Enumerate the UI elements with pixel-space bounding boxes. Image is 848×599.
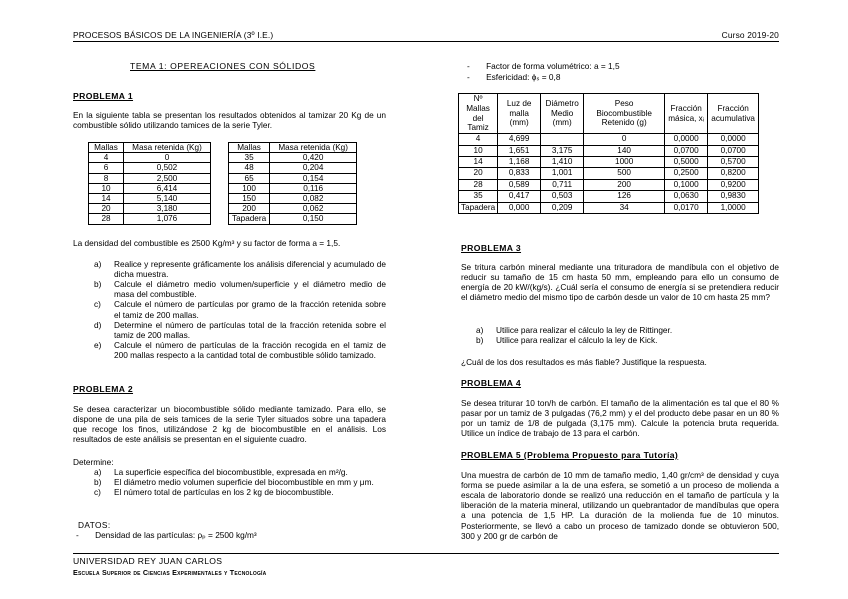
- footer-university: UNIVERSIDAD REY JUAN CARLOS: [73, 556, 223, 566]
- table-cell: 0,0000: [665, 134, 708, 145]
- problem-2-results-table: [458, 93, 759, 214]
- table-header: Nº Mallas del Tamiz: [459, 94, 498, 134]
- table-cell: 0,833: [498, 168, 541, 179]
- problem-2-intro: Se desea caracterizar un biocombustible sólido mediante tamizado. Para ello, se dispone de una pila de seis tamices de la serie Tyler situados sobre una tapadera que recoge los finos, utilizándose 2 kg de biocombustible en el análisis. Los resultados de este análisis se presentan en el siguiente cuadro.: [73, 404, 386, 445]
- mesh-cell: 35: [229, 153, 270, 163]
- table-cell: 34: [584, 202, 665, 213]
- mesh-cell: 8: [89, 173, 124, 183]
- data-bullet: -: [467, 72, 470, 82]
- table-row: [459, 168, 759, 179]
- list-item-text: El diámetro medio volumen superficie del biocombustible en mm y μm.: [114, 477, 374, 488]
- table-cell: 4,699: [498, 134, 541, 145]
- mesh-cell: 200: [229, 204, 270, 214]
- table-cell: 0,9830: [708, 191, 759, 202]
- table-row: [459, 202, 759, 213]
- table-row: [229, 183, 357, 193]
- mesh-cell: 4: [89, 153, 124, 163]
- problem-2-questions: [94, 467, 386, 497]
- retained-mass-cell: 0,204: [270, 163, 357, 173]
- table-cell: 0,0700: [708, 145, 759, 156]
- mesh-cell: 100: [229, 183, 270, 193]
- list-item: [94, 487, 386, 497]
- header-rule: [73, 41, 779, 42]
- list-item-label: d): [94, 319, 102, 330]
- table-cell: 0,1000: [665, 179, 708, 190]
- page-header: [73, 30, 779, 40]
- list-item-label: a): [94, 259, 102, 269]
- problem-3-questions: [476, 325, 779, 345]
- data-text: Densidad de las partículas: ρₚ = 2500 kg/m³: [95, 530, 257, 540]
- table-row: [459, 134, 759, 145]
- table-cell: 1,651: [498, 145, 541, 156]
- problem-2-heading: PROBLEMA 2: [73, 384, 134, 394]
- table-cell: 1,0000: [708, 202, 759, 213]
- list-item: [94, 340, 386, 360]
- table-header: Masa retenida (Kg): [124, 143, 211, 153]
- table-row: [89, 194, 211, 204]
- table-cell: 126: [584, 191, 665, 202]
- problem-3-heading: PROBLEMA 3: [461, 243, 522, 253]
- list-item-label: e): [94, 339, 102, 350]
- list-item-text: La superficie específica del biocombustible, expresada en m²/g.: [114, 467, 348, 477]
- table-cell: 0,9200: [708, 179, 759, 190]
- list-item-text: Realice y represente gráficamente los análisis diferencial y acumulado de dicha muestra.: [114, 259, 386, 280]
- table-cell: 200: [584, 179, 665, 190]
- table-cell: 0,5700: [708, 157, 759, 168]
- list-item-text: Calcule el diámetro medio volumen/superficie y el diámetro medio de masa del combustible.: [114, 279, 386, 300]
- list-item: [94, 299, 386, 319]
- table-header: Fracción acumulativa: [708, 94, 759, 134]
- retained-mass-cell: 0,420: [270, 153, 357, 163]
- retained-mass-cell: 2,500: [124, 173, 211, 183]
- table-cell: [541, 134, 584, 145]
- table-header: Mallas: [89, 143, 124, 153]
- mesh-cell: 6: [89, 163, 124, 173]
- retained-mass-cell: 0,116: [270, 183, 357, 193]
- retained-mass-cell: 0: [124, 153, 211, 163]
- table-cell: 500: [584, 168, 665, 179]
- retained-mass-cell: 5,140: [124, 194, 211, 204]
- list-item-text: Calcule el número de partículas de la fracción recogida en el tamiz de 200 mallas respecto a la cantidad total de combustible sólido tamizado.: [114, 339, 386, 360]
- table-row: [229, 153, 357, 163]
- table-row: [459, 145, 759, 156]
- mesh-cell: 150: [229, 194, 270, 204]
- table-row: [229, 194, 357, 204]
- list-item: [94, 467, 386, 477]
- list-item: [476, 325, 779, 335]
- table-cell: 140: [584, 145, 665, 156]
- table-row: [459, 191, 759, 202]
- table-cell: 0,0700: [665, 145, 708, 156]
- table-row: [229, 173, 357, 183]
- retained-mass-cell: 0,154: [270, 173, 357, 183]
- data-bullet: -: [76, 530, 79, 540]
- list-item-label: c): [94, 487, 101, 498]
- problem-2-data-label: DATOS:: [78, 520, 111, 530]
- table-cell: 0,8200: [708, 168, 759, 179]
- list-item: [94, 279, 386, 299]
- retained-mass-cell: 3,180: [124, 204, 211, 214]
- table-cell: 0,589: [498, 179, 541, 190]
- data-item: [467, 61, 620, 71]
- problem-1-density: La densidad del combustible es 2500 Kg/m³ y su factor de forma a = 1,5.: [73, 238, 341, 248]
- problem-1-intro: En la siguiente tabla se presentan los resultados obtenidos al tamizar 20 Kg de un combustible sólido utilizando tamices de la serie Tyler.: [73, 110, 386, 131]
- table-row: [89, 214, 211, 224]
- problem-1-table-left: [88, 142, 211, 225]
- problem-4-text: Se desea triturar 10 ton/h de carbón. El tamaño de la alimentación es tal que el 80 % pasar por un tamiz de 3 pulgadas (76,2 mm) y el del producto debe pasar en un 80 % por un tamiz de 1/8 de pulgada (3,175 mm). Calcule la potencia bruta requerida. Utilice un índice de trabajo de 13 para el carbón.: [461, 398, 779, 439]
- table-cell: 4: [459, 134, 498, 145]
- table-header: Fracción másica, xᵢ: [665, 94, 708, 134]
- table-header: Luz de malla (mm): [498, 94, 541, 134]
- problem-1-questions: [94, 259, 386, 360]
- table-cell: 1,410: [541, 157, 584, 168]
- problem-5-text: Una muestra de carbón de 10 mm de tamaño medio, 1,40 gr/cm³ de densidad y cuya forma se puede asimilar a la de una esfera, se sometió a un proceso de molienda a escala de laboratorio donde se realizó una reducción en el tamaño de partícula y la liberación de la materia mineral, utilizando un quebrantador de mandíbulas que opera a una potencia de 1,5 HP. La duración de la molienda fue de 10 minutos. Posteriormente, se llevó a cabo un proceso de tamizado donde se obtuvieron 500, 300 y 200 gr de carbón de: [461, 470, 779, 541]
- table-cell: 35: [459, 191, 498, 202]
- table-row: [229, 204, 357, 214]
- table-cell: 0,711: [541, 179, 584, 190]
- footer-rule: [73, 553, 779, 554]
- mesh-cell: Tapadera: [229, 214, 270, 224]
- table-cell: 28: [459, 179, 498, 190]
- data-text: Factor de forma volumétrico: a = 1,5: [486, 61, 620, 71]
- table-cell: 20: [459, 168, 498, 179]
- table-cell: 0,000: [498, 202, 541, 213]
- problem-1-heading: PROBLEMA 1: [73, 91, 134, 101]
- header-course-name: PROCESOS BÁSICOS DE LA INGENIERÍA (3º I.E.): [73, 30, 274, 40]
- data-bullet: -: [467, 61, 470, 71]
- retained-mass-cell: 0,062: [270, 204, 357, 214]
- table-header: Diámetro Medio (mm): [541, 94, 584, 134]
- table-row: [89, 173, 211, 183]
- list-item-label: b): [94, 279, 102, 290]
- retained-mass-cell: 0,502: [124, 163, 211, 173]
- list-item-text: Determine el número de partículas total de la fracción retenida sobre el tamiz de 200 mallas.: [114, 319, 386, 340]
- list-item-text: Calcule el número de partículas por gramo de la fracción retenida sobre el tamiz de 200 mallas.: [114, 299, 386, 320]
- list-item-text: Utilice para realizar el cálculo la ley de Kick.: [496, 335, 658, 346]
- footer-school: Escuela Superior de Ciencias Experimentales y Tecnología: [73, 568, 267, 577]
- table-cell: 1,168: [498, 157, 541, 168]
- table-row: [89, 153, 211, 163]
- table-cell: 0,0630: [665, 191, 708, 202]
- data-item: [467, 72, 560, 82]
- header-academic-year: Curso 2019-20: [721, 30, 779, 40]
- retained-mass-cell: 6,414: [124, 183, 211, 193]
- table-cell: 0,0170: [665, 202, 708, 213]
- list-item: [94, 259, 386, 279]
- table-cell: 10: [459, 145, 498, 156]
- mesh-cell: 65: [229, 173, 270, 183]
- table-row: [89, 163, 211, 173]
- table-cell: 0,0000: [708, 134, 759, 145]
- table-cell: Tapadera: [459, 202, 498, 213]
- table-cell: 0,2500: [665, 168, 708, 179]
- table-row: [89, 183, 211, 193]
- list-item-label: c): [94, 299, 101, 310]
- list-item-label: b): [476, 335, 484, 346]
- list-item-text: Utilice para realizar el cálculo la ley de Rittinger.: [496, 325, 673, 335]
- table-cell: 0: [584, 134, 665, 145]
- table-header: Masa retenida (Kg): [270, 143, 357, 153]
- data-item: [76, 530, 257, 540]
- table-row: [229, 163, 357, 173]
- mesh-cell: 14: [89, 194, 124, 204]
- table-cell: 0,503: [541, 191, 584, 202]
- table-row: [459, 179, 759, 190]
- problem-5-heading: PROBLEMA 5 (Problema Propuesto para Tutoría): [461, 450, 679, 460]
- list-item-text: El número total de partículas en los 2 kg de biocombustible.: [114, 487, 334, 498]
- problem-2-determine: Determine:: [73, 457, 114, 467]
- problem-3-intro: Se tritura carbón mineral mediante una trituradora de mandíbula con el objetivo de reducir su tamaño de 15 cm hasta 50 mm, empleando para ello un consumo de energía de 20 kW/(kg/s). ¿Cuál sería el consumo de energía si se pretendiera reducir el diámetro medio del mismo tipo de carbón desde un valor de 10 cm hasta 25 mm?: [461, 262, 779, 303]
- list-item: [94, 477, 386, 487]
- table-row: [89, 204, 211, 214]
- list-item-label: b): [94, 477, 102, 488]
- table-header: Peso Biocombustible Retenido (g): [584, 94, 665, 134]
- table-cell: 1,001: [541, 168, 584, 179]
- table-cell: 0,209: [541, 202, 584, 213]
- table-cell: 14: [459, 157, 498, 168]
- table-cell: 0,5000: [665, 157, 708, 168]
- problem-3-question: ¿Cuál de los dos resultados es más fiable? Justifique la respuesta.: [461, 357, 707, 367]
- mesh-cell: 28: [89, 214, 124, 224]
- mesh-cell: 10: [89, 183, 124, 193]
- retained-mass-cell: 1,076: [124, 214, 211, 224]
- mesh-cell: 20: [89, 204, 124, 214]
- list-item: [476, 335, 779, 345]
- table-row: [459, 157, 759, 168]
- problem-4-heading: PROBLEMA 4: [461, 378, 522, 388]
- table-cell: 0,417: [498, 191, 541, 202]
- list-item: [94, 320, 386, 340]
- retained-mass-cell: 0,082: [270, 194, 357, 204]
- list-item-label: a): [476, 325, 484, 335]
- list-item-label: a): [94, 467, 102, 477]
- table-cell: 1000: [584, 157, 665, 168]
- problem-1-table-right: [228, 142, 357, 225]
- page-title: TEMA 1: OPEREACIONES CON SÓLIDOS: [130, 61, 316, 71]
- table-row: [229, 214, 357, 224]
- retained-mass-cell: 0,150: [270, 214, 357, 224]
- data-text: Esfericidad: ϕₛ = 0,8: [486, 72, 561, 82]
- table-cell: 3,175: [541, 145, 584, 156]
- mesh-cell: 48: [229, 163, 270, 173]
- table-header: Mallas: [229, 143, 270, 153]
